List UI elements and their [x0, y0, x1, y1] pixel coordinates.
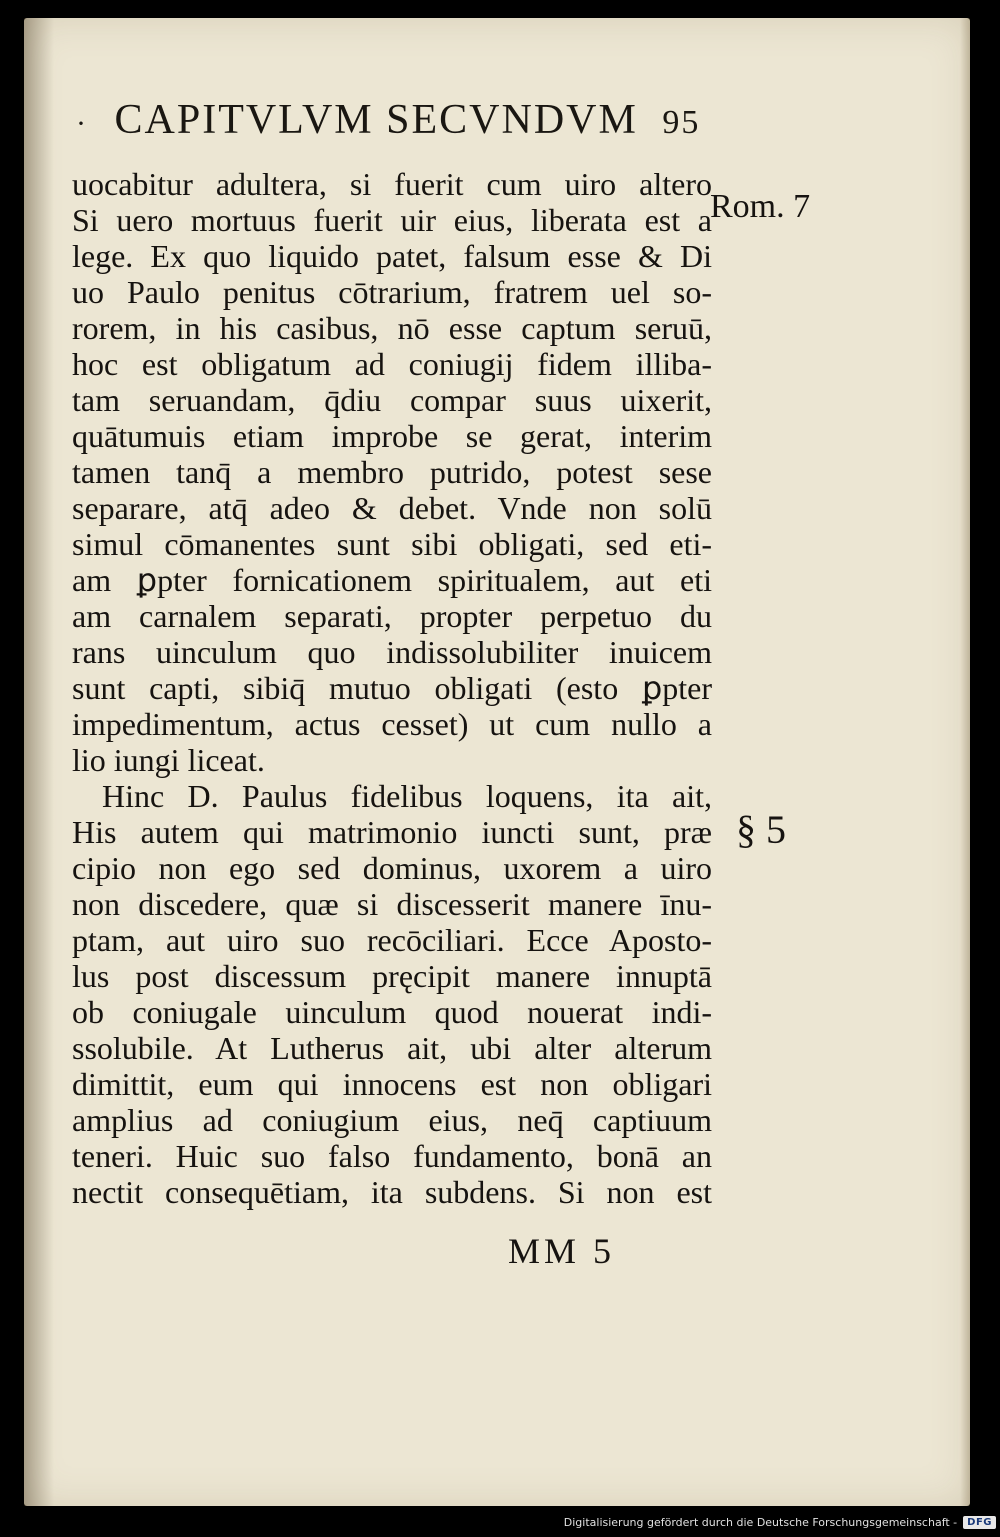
running-head [76, 96, 716, 144]
page-gutter-shadow [24, 18, 54, 1506]
text-line: quātumuis etiam improbe se gerat, interim [72, 418, 712, 454]
text-line: ob coniugale uinculum quod nouerat indi- [72, 994, 712, 1030]
text-line: rans uinculum quo indissolubiliter inuicem [72, 634, 712, 670]
text-line: teneri. Huic suo falso fundamento, bonā an [72, 1138, 712, 1174]
marginal-note-section: § 5 [736, 807, 786, 852]
running-head-title: CAPITVLVM SECVNDVM [114, 97, 638, 143]
text-line: uo Paulo penitus cōtrarium, fratrem uel so- [72, 274, 712, 310]
page-edge-shadow [960, 18, 970, 1506]
text-line: lio iungi liceat. [72, 742, 265, 778]
digitization-credit [564, 1509, 996, 1535]
body-text [72, 166, 712, 1210]
text-line: non discedere, quæ si discesserit manere īnu- [72, 886, 712, 922]
text-line: ptam, aut uiro suo recōciliari. Ecce Aposto- [72, 922, 712, 958]
text-line: sunt capti, sibiq̄ mutuo obligati (esto ꝑpter [72, 670, 712, 706]
text-line: am ꝑpter fornicationem spiritualem, aut eti [72, 562, 712, 598]
marginal-note-rom: Rom. 7 [710, 188, 811, 225]
signature-mark: MM 5 [508, 1231, 616, 1271]
book-page [24, 18, 970, 1506]
text-line: dimittit, eum qui innocens est non obligari [72, 1066, 712, 1102]
text-line: tam seruandam, q̄diu compar suus uixerit, [72, 382, 712, 418]
text-line: uocabitur adultera, si fuerit cum uiro altero [72, 166, 712, 202]
text-line: Si uero mortuus fuerit uir eius, liberata est a [72, 202, 712, 238]
dfg-logo: DFG [963, 1516, 996, 1529]
text-line: simul cōmanentes sunt sibi obligati, sed eti- [72, 526, 712, 562]
credit-text: Digitalisierung gefördert durch die Deutsche Forschungsgemeinschaft - [563, 1515, 958, 1529]
text-line: am carnalem separati, propter perpetuo du [72, 598, 712, 634]
text-line: His autem qui matrimonio iuncti sunt, præ [72, 814, 712, 850]
running-head-mark: · [76, 107, 88, 140]
text-line: cipio non ego sed dominus, uxorem a uiro [72, 850, 712, 886]
page-number: 95 [662, 104, 701, 141]
text-line: separare, atq̄ adeo & debet. Vnde non solū [72, 490, 712, 526]
text-line: impedimentum, actus cesset) ut cum nullo a [72, 706, 712, 742]
text-line: rorem, in his casibus, nō esse captum seruū, [72, 310, 712, 346]
text-line: amplius ad coniugium eius, neq̄ captiuum [72, 1102, 712, 1138]
text-line: Hinc D. Paulus fidelibus loquens, ita ait, [102, 778, 712, 814]
text-line: lus post discessum pręcipit manere innuptā [72, 958, 712, 994]
text-line: hoc est obligatum ad coniugij fidem illiba- [72, 346, 712, 382]
text-line: ssolubile. At Lutherus ait, ubi alter alterum [72, 1030, 712, 1066]
text-line: lege. Ex quo liquido patet, falsum esse & Di [72, 238, 712, 274]
text-line: nectit consequētiam, ita subdens. Si non est [72, 1174, 712, 1210]
text-line: tamen tanq̄ a membro putrido, potest sese [72, 454, 712, 490]
